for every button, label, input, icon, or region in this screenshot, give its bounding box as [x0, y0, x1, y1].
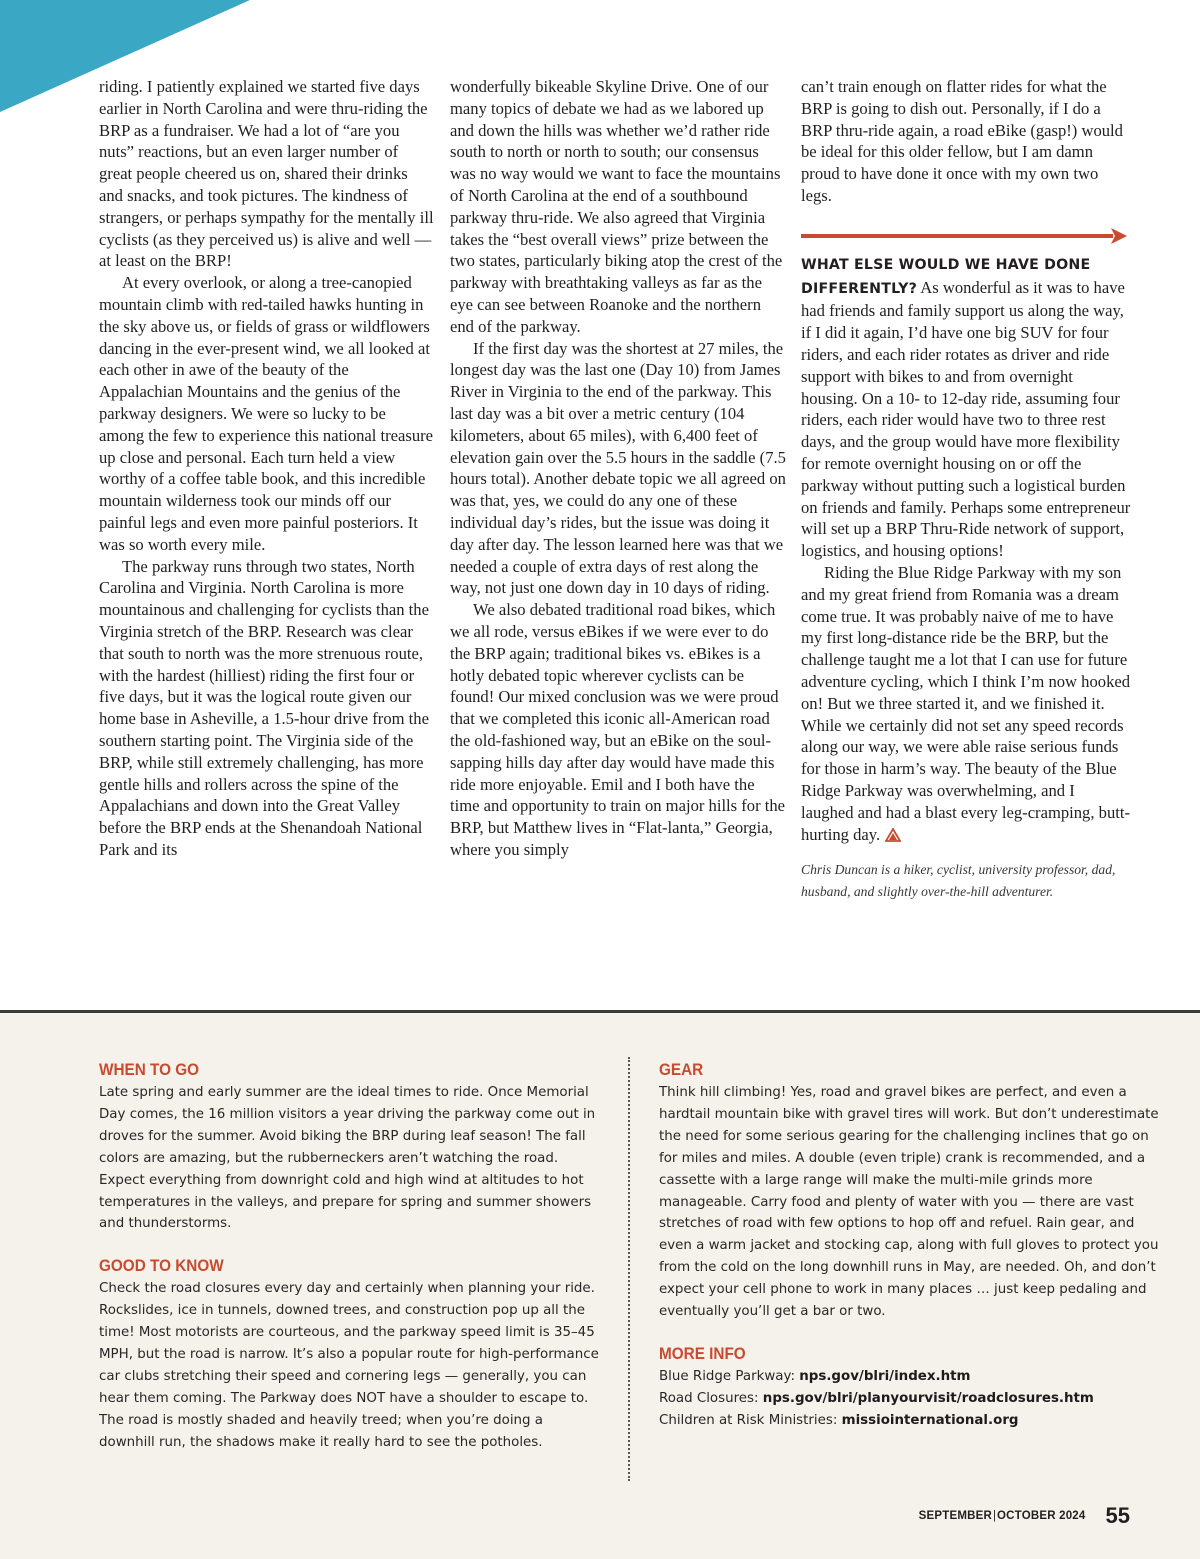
link-label: Blue Ridge Parkway: [659, 1368, 800, 1384]
question-body: As wonderful as it was to have had friends and family support us along the way, if I did it again, I’d have one big SUV for four riders, and each rider rotates as driver and ride support with bikes to and from overnight housing. On a 10- to 12-day ride, assuming four riders, each rider would have two to three rest days, and the group would have more flexibility for remote overnight housing on or off the parkway without putting such a logistical burden on friends and family. Perhaps some entrepreneur will set up a BRP Thru-Ride network of support, logistics, and housing options! [801, 277, 1131, 561]
link-url[interactable]: missiointernational.org [841, 1412, 1019, 1428]
section-body-good-to-know: Check the road closures every day and certainly when planning your ride. Rockslides, ice in tunnels, downed trees, and construction pop up all the time! Most motorists are courteous, and the parkway speed limit is 35–45 MPH, but the road is narrow. It’s also a popular route for high-performance car clubs stretching their speed and cornering legs — generally, you can hear them coming. The Parkway does NOT have a shoulder to escape to. The road is mostly shaded and heavily treed; when you’re doing a downhill run, the shadows make it really hard to see the potholes. [99, 1281, 599, 1450]
section-body-when-to-go: Late spring and early summer are the ideal times to ride. Once Memorial Day comes, the 16 million visitors a year driving the parkway come out in droves for the summer. Avoid biking the BRP during leaf season! The fall colors are amazing, but the rubberneckers aren’t watching the road. Expect everything from downright cold and high wind at altitudes to hot temperatures in the valleys, and prepare for spring and summer showers and thunderstorms. [99, 1085, 596, 1232]
section-title-good-to-know: GOOD TO KNOW [99, 1256, 224, 1276]
arrow-rule-icon [801, 227, 1129, 245]
section-body-gear: Think hill climbing! Yes, road and gravel bikes are perfect, and even a hardtail mountain bike with gravel tires will work. But don’t underestimate the need for some serious gearing for the challenging inclines that go on for miles and miles. A double (even triple) crank is recommended, and a cassette with a large range will make the multi-mile grinds more manageable. Carry food and plenty of water with you — there are vast stretches of road with few options to hop off and refuel. Rain gear, and even a warm jacket and stocking cap, along with full gloves to protect you from the cold on the long downhill runs in May, are needed. Oh, and don’t expect your cell phone to work in many places … just keep pedaling and eventually you’ll get a bar or two. [659, 1085, 1159, 1320]
section-title-gear: GEAR [659, 1060, 704, 1079]
more-info-item [659, 1366, 1159, 1388]
link-url[interactable]: nps.gov/blri/index.htm [799, 1368, 971, 1384]
article-column-1 [99, 76, 435, 861]
link-label: Road Closures: [659, 1390, 763, 1406]
more-info-item [659, 1388, 1159, 1410]
closing-text: Riding the Blue Ridge Parkway with my son and my great friend from Romania was a dream come true. It was probably naive of me to have my first long-distance ride be the BRP, but the challenge taught me a lot that I can use for future adventure cycling, which I think I’m now hooked on! But we three started it, and we finished it. While we certainly did not set any speed records along our way, we were able raise serious funds for those in harm’s way. The beauty of the Blue Ridge Parkway was overwhelming, and I laughed and had a blast every leg-cramping, butt-hurting day. [801, 562, 1131, 844]
question-heading: WHAT ELSE WOULD WE HAVE DONE DIFFERENTLY? [801, 256, 1091, 297]
sidebar-right-column [659, 1059, 1159, 1432]
dotted-divider [628, 1057, 630, 1481]
link-url[interactable]: nps.gov/blri/planyourvisit/roadclosures.htm [762, 1390, 1094, 1406]
author-bio: Chris Duncan is a hiker, cyclist, university professor, dad, husband, and slightly over-the-hill adventurer. [801, 862, 1116, 899]
page-number: 55 [1105, 1503, 1130, 1528]
link-label: Children at Risk Ministries: [659, 1412, 842, 1428]
sidebar-left-column [99, 1059, 599, 1474]
paragraph: can’t train enough on flatter rides for what the BRP is going to dish out. Personally, if I do a BRP thru-ride again, a road eBike (gasp!) would be ideal for this older fellow, but I am damn proud to have done it once with my own two legs. [801, 77, 1123, 205]
section-title-when-to-go: WHEN TO GO [99, 1060, 200, 1079]
page-footer [919, 1503, 1130, 1529]
paragraph: wonderfully bikeable Skyline Drive. One of our many topics of debate we had as we labored up and down the hills was whether we’d rather ride south to north or north to south; our consensus was no way would we want to face the mountains of North Carolina at the end of a southbound parkway thru-ride. We also agreed that Virginia takes the “best overall views” prize between the two states, particularly biking atop the crest of the parkway with breathtaking valleys as far as the eye can see between Roanoke and the northern end of the parkway. [450, 77, 783, 336]
question-paragraph [801, 253, 1131, 562]
issue-date: OCTOBER 2024 [997, 1510, 1086, 1522]
paragraph: We also debated traditional road bikes, which we all rode, versus eBikes if we were ever to do the BRP again; traditional bikes vs. eBikes is a hotly debated topic wherever cyclists can be found! Our mixed conclusion was we were proud that we completed this iconic all-American road the old-fashioned way, but an eBike on the soul-sapping hills day after day would have made this ride more enjoyable. Emil and I both have the time and opportunity to train on major hills for the BRP, but Matthew lives in “Flat-lanta,” Georgia, where you simply [450, 600, 786, 859]
info-sidebar [0, 1010, 1200, 1559]
paragraph: If the first day was the shortest at 27 miles, the longest day was the last one (Day 10) from James River in Virginia to the end of the parkway. This last day was a bit over a metric century (104 kilometers, about 65 miles), with 6,400 feet of elevation gain over the 5.5 hours in the saddle (7.5 hours total). Another debate topic we all agreed on was that, yes, we could do any one of these individual day’s rides, but the issue was doing it day after day. The lesson learned here was that we needed a couple of extra days of rest along the way, not just one down day in 10 days of riding. [450, 338, 786, 598]
closing-paragraph [801, 562, 1131, 845]
issue-month: SEPTEMBER [918, 1510, 993, 1522]
paragraph: riding. I patiently explained we started five days earlier in North Carolina and were thru-riding the BRP as a fundraiser. We had a lot of “are you nuts” reactions, but an even larger number of great people cheered us on, shared their drinks and snacks, and took pictures. The kindness of strangers, or perhaps sympathy for the mentally ill cyclists (as they perceived us) is alive and well — at least on the BRP! [99, 77, 434, 271]
article-column-2 [450, 76, 786, 861]
mountain-end-mark-icon [885, 828, 901, 842]
paragraph: The parkway runs through two states, North Carolina and Virginia. North Carolina is more mountainous and challenging for cyclists than the Virginia stretch of the BRP. Research was clear that south to north was the more strenuous route, with the hardest (hilliest) riding the first four or five days, but it was the logical route given our home base in Asheville, a 1.5-hour drive from the southern starting point. The Virginia side of the BRP, while still extremely challenging, has more gentle hills and rollers across the spine of the Appalachians and down into the Great Valley before the BRP ends at the Shenandoah National Park and its [99, 556, 429, 859]
issue-separator: | [993, 1510, 997, 1522]
more-info-item [659, 1410, 1159, 1432]
article-column-3 [801, 76, 1131, 902]
section-title-more-info: MORE INFO [659, 1343, 746, 1363]
paragraph: At every overlook, or along a tree-canopied mountain climb with red-tailed hawks hunting in the sky above us, or fields of grass or wildflowers dancing in the ever-present wind, we all looked at each other in awe of the beauty of the Appalachian Mountains and the genius of the parkway designers. We were so lucky to be among the few to experience this national treasure up close and personal. Each turn held a view worthy of a coffee table book, and this incredible mountain wilderness took our minds off our painful legs and even more painful posteriors. It was so worth every mile. [99, 273, 434, 554]
